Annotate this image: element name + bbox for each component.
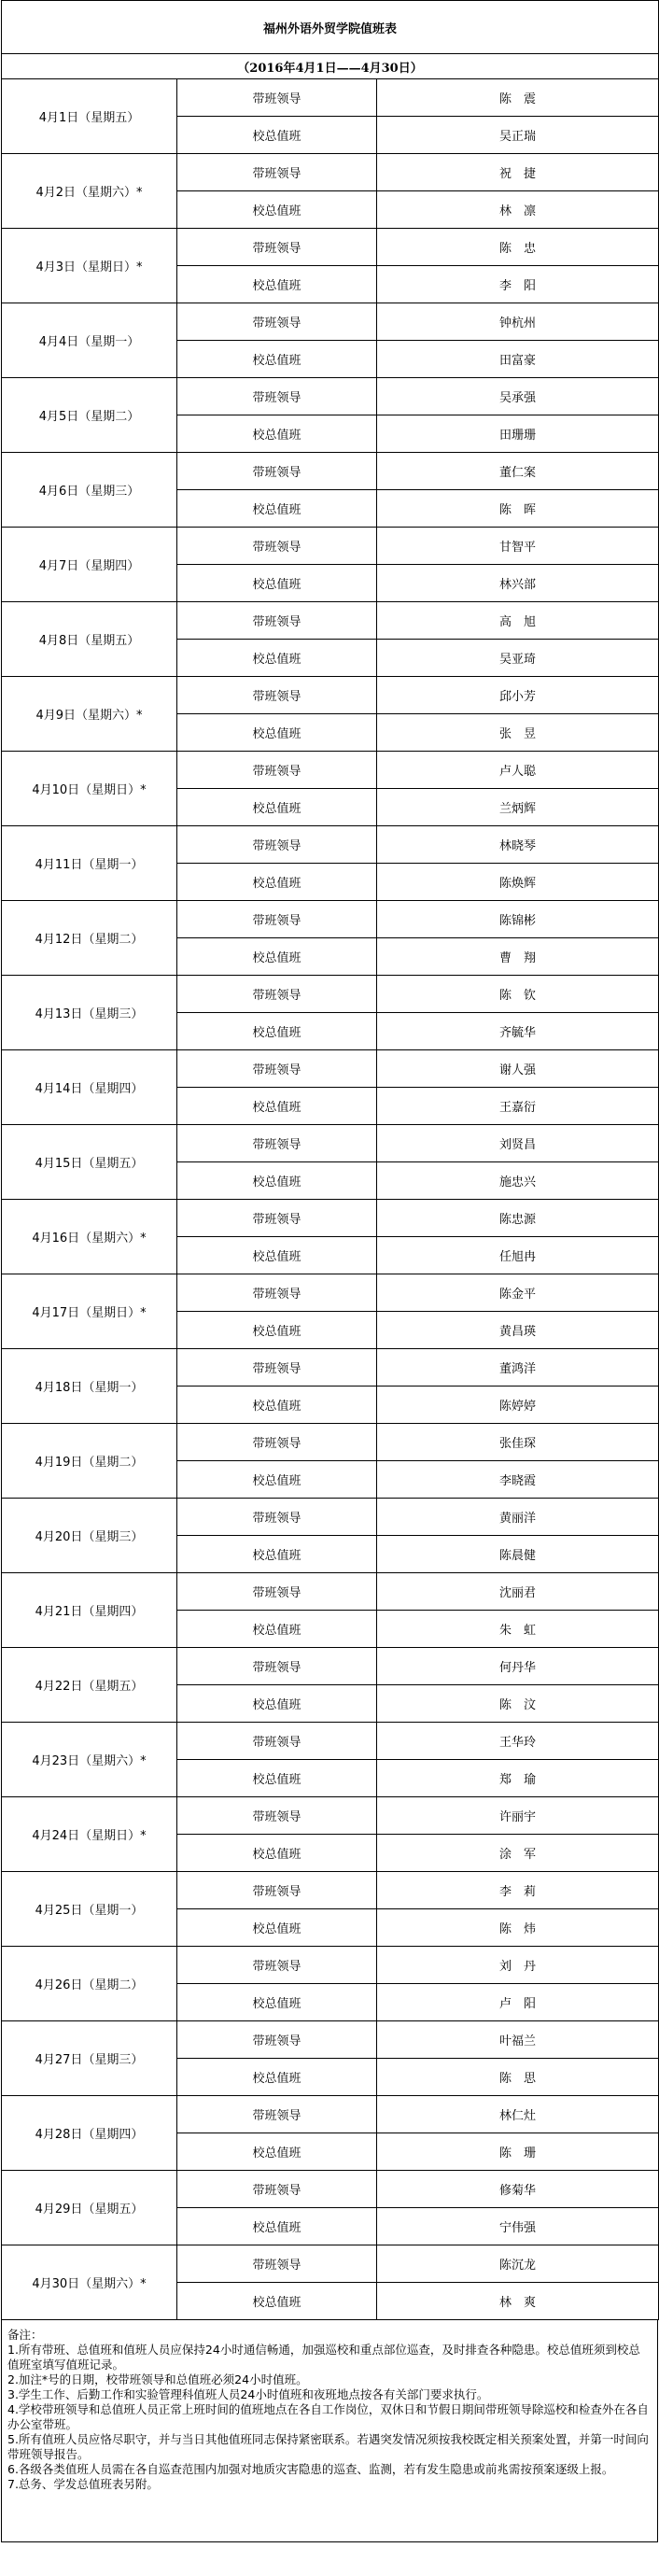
duty-name: 吴正瑞 (377, 117, 659, 154)
role-label-leader: 带班领导 (177, 1648, 377, 1685)
role-label-duty: 校总值班 (177, 640, 377, 677)
duty-name: 施忠兴 (377, 1162, 659, 1200)
role-label-duty: 校总值班 (177, 789, 377, 826)
notes-heading: 备注： (7, 2328, 43, 2342)
day-date: 4月3日（星期日）* (2, 229, 177, 303)
duty-name: 陈婷婷 (377, 1387, 659, 1424)
roster-day-row (2, 229, 659, 266)
roster-day-row (2, 2096, 659, 2133)
role-label-duty: 校总值班 (177, 266, 377, 303)
duty-name: 曹 翔 (377, 938, 659, 976)
role-label-leader: 带班领导 (177, 79, 377, 117)
role-label-duty: 校总值班 (177, 2283, 377, 2320)
leader-name: 刘贤昌 (377, 1125, 659, 1162)
role-label-duty: 校总值班 (177, 1312, 377, 1349)
day-date: 4月7日（星期四） (2, 528, 177, 602)
role-label-duty: 校总值班 (177, 565, 377, 602)
role-label-leader: 带班领导 (177, 378, 377, 415)
roster-day-row (2, 1424, 659, 1461)
duty-name: 兰炳辉 (377, 789, 659, 826)
role-label-leader: 带班领导 (177, 2096, 377, 2133)
duty-name: 宁伟强 (377, 2208, 659, 2245)
leader-name: 祝 捷 (377, 154, 659, 191)
roster-day-row (2, 602, 659, 640)
duty-name: 陈 汶 (377, 1685, 659, 1723)
roster-date-range: （2016年4月1日——4月30日） (2, 54, 659, 79)
day-date: 4月23日（星期六）* (2, 1723, 177, 1797)
roster-day-row (2, 378, 659, 415)
duty-name: 李 阳 (377, 266, 659, 303)
roster-day-row (2, 752, 659, 789)
roster-day-row (2, 1648, 659, 1685)
role-label-duty: 校总值班 (177, 1237, 377, 1274)
day-date: 4月2日（星期六）* (2, 154, 177, 229)
day-date: 4月24日（星期日）* (2, 1797, 177, 1872)
leader-name: 陈忠源 (377, 1200, 659, 1237)
duty-name: 齐毓华 (377, 1013, 659, 1050)
leader-name: 林仁灶 (377, 2096, 659, 2133)
role-label-leader: 带班领导 (177, 677, 377, 714)
leader-name: 董仁案 (377, 453, 659, 490)
roster-day-row (2, 826, 659, 864)
leader-name: 陈 震 (377, 79, 659, 117)
note-item: 4.学校带班领导和总值班人员正常上班时间的值班地点在各自工作岗位，双休日和节假日期间带班领导除巡校和检查外在各自办公室带班。 (7, 2402, 649, 2431)
day-date: 4月29日（星期五） (2, 2171, 177, 2245)
leader-name: 张佳琛 (377, 1424, 659, 1461)
role-label-leader: 带班领导 (177, 901, 377, 938)
role-label-duty: 校总值班 (177, 1461, 377, 1499)
note-item: 2.加注*号的日期，校带班领导和总值班必须24小时值班。 (7, 2372, 308, 2386)
day-date: 4月5日（星期二） (2, 378, 177, 453)
duty-name: 陈晨健 (377, 1536, 659, 1573)
duty-name: 林 凛 (377, 191, 659, 229)
role-label-duty: 校总值班 (177, 191, 377, 229)
role-label-leader: 带班领导 (177, 1349, 377, 1387)
duty-roster-table (1, 0, 659, 2320)
roster-day-row (2, 1947, 659, 1984)
leader-name: 王华玲 (377, 1723, 659, 1760)
duty-roster-page (1, 0, 658, 2542)
day-date: 4月14日（星期四） (2, 1050, 177, 1125)
role-label-leader: 带班领导 (177, 2245, 377, 2283)
duty-name: 陈 炜 (377, 1909, 659, 1947)
note-item: 1.所有带班、总值班和值班人员应保持24小时通信畅通，加强巡校和重点部位巡查，及时排查各种隐患。校总值班须到校总值班室填写值班记录。 (7, 2343, 640, 2372)
day-date: 4月4日（星期一） (2, 303, 177, 378)
role-label-duty: 校总值班 (177, 1760, 377, 1797)
duty-name: 林 爽 (377, 2283, 659, 2320)
role-label-leader: 带班领导 (177, 976, 377, 1013)
leader-name: 谢人强 (377, 1050, 659, 1088)
role-label-duty: 校总值班 (177, 490, 377, 528)
role-label-leader: 带班领导 (177, 1424, 377, 1461)
leader-name: 刘 丹 (377, 1947, 659, 1984)
roster-day-row (2, 1125, 659, 1162)
leader-name: 吴承强 (377, 378, 659, 415)
roster-day-row (2, 901, 659, 938)
role-label-duty: 校总值班 (177, 1909, 377, 1947)
role-label-duty: 校总值班 (177, 1088, 377, 1125)
roster-day-row (2, 677, 659, 714)
day-date: 4月22日（星期五） (2, 1648, 177, 1723)
roster-day-row (2, 453, 659, 490)
role-label-duty: 校总值班 (177, 714, 377, 752)
day-date: 4月1日（星期五） (2, 79, 177, 154)
day-date: 4月20日（星期三） (2, 1499, 177, 1573)
leader-name: 钟杭州 (377, 303, 659, 341)
duty-name: 田珊珊 (377, 415, 659, 453)
role-label-leader: 带班领导 (177, 303, 377, 341)
role-label-duty: 校总值班 (177, 1984, 377, 2021)
day-date: 4月19日（星期二） (2, 1424, 177, 1499)
leader-name: 甘智平 (377, 528, 659, 565)
day-date: 4月27日（星期三） (2, 2021, 177, 2096)
role-label-duty: 校总值班 (177, 2208, 377, 2245)
leader-name: 陈 忠 (377, 229, 659, 266)
note-item: 7.总务、学发总值班表另附。 (7, 2477, 159, 2491)
role-label-duty: 校总值班 (177, 341, 377, 378)
day-date: 4月28日（星期四） (2, 2096, 177, 2171)
duty-name: 李晓霞 (377, 1461, 659, 1499)
role-label-duty: 校总值班 (177, 117, 377, 154)
leader-name: 李 莉 (377, 1872, 659, 1909)
role-label-leader: 带班领导 (177, 1723, 377, 1760)
role-label-leader: 带班领导 (177, 1125, 377, 1162)
leader-name: 陈 钦 (377, 976, 659, 1013)
day-date: 4月12日（星期二） (2, 901, 177, 976)
roster-day-row (2, 1349, 659, 1387)
duty-name: 黄昌瑛 (377, 1312, 659, 1349)
role-label-leader: 带班领导 (177, 826, 377, 864)
role-label-duty: 校总值班 (177, 1536, 377, 1573)
roster-day-row (2, 1200, 659, 1237)
roster-day-row (2, 1274, 659, 1312)
role-label-duty: 校总值班 (177, 2133, 377, 2171)
roster-day-row (2, 1872, 659, 1909)
role-label-leader: 带班领导 (177, 1947, 377, 1984)
note-item: 3.学生工作、后勤工作和实验管理科值班人员24小时值班和夜班地点按各有关部门要求执行。 (7, 2387, 489, 2401)
role-label-duty: 校总值班 (177, 864, 377, 901)
roster-day-row (2, 2245, 659, 2283)
day-date: 4月18日（星期一） (2, 1349, 177, 1424)
day-date: 4月26日（星期二） (2, 1947, 177, 2021)
role-label-leader: 带班领导 (177, 2021, 377, 2059)
duty-name: 陈 珊 (377, 2133, 659, 2171)
duty-name: 张 昱 (377, 714, 659, 752)
duty-name: 朱 虹 (377, 1611, 659, 1648)
roster-day-row (2, 79, 659, 117)
leader-name: 董鸿洋 (377, 1349, 659, 1387)
role-label-duty: 校总值班 (177, 1162, 377, 1200)
leader-name: 叶福兰 (377, 2021, 659, 2059)
role-label-leader: 带班领导 (177, 1573, 377, 1611)
roster-day-row (2, 1797, 659, 1835)
role-label-duty: 校总值班 (177, 2059, 377, 2096)
roster-title: 福州外语外贸学院值班表 (2, 1, 659, 54)
roster-day-row (2, 1573, 659, 1611)
role-label-leader: 带班领导 (177, 154, 377, 191)
day-date: 4月6日（星期三） (2, 453, 177, 528)
day-date: 4月9日（星期六）* (2, 677, 177, 752)
leader-name: 卢人聪 (377, 752, 659, 789)
day-date: 4月16日（星期六）* (2, 1200, 177, 1274)
role-label-duty: 校总值班 (177, 1387, 377, 1424)
role-label-duty: 校总值班 (177, 1611, 377, 1648)
role-label-duty: 校总值班 (177, 938, 377, 976)
roster-day-row (2, 1723, 659, 1760)
role-label-leader: 带班领导 (177, 453, 377, 490)
roster-day-row (2, 2021, 659, 2059)
role-label-duty: 校总值班 (177, 1685, 377, 1723)
role-label-leader: 带班领导 (177, 229, 377, 266)
leader-name: 许丽宇 (377, 1797, 659, 1835)
leader-name: 黄丽洋 (377, 1499, 659, 1536)
duty-name: 林兴部 (377, 565, 659, 602)
roster-day-row (2, 154, 659, 191)
role-label-duty: 校总值班 (177, 1835, 377, 1872)
roster-day-row (2, 2171, 659, 2208)
leader-name: 高 旭 (377, 602, 659, 640)
duty-name: 王嘉衍 (377, 1088, 659, 1125)
duty-name: 涂 军 (377, 1835, 659, 1872)
roster-day-row (2, 303, 659, 341)
roster-day-row (2, 528, 659, 565)
leader-name: 邱小芳 (377, 677, 659, 714)
role-label-leader: 带班领导 (177, 1200, 377, 1237)
day-date: 4月25日（星期一） (2, 1872, 177, 1947)
role-label-leader: 带班领导 (177, 602, 377, 640)
duty-name: 陈焕辉 (377, 864, 659, 901)
leader-name: 陈沉龙 (377, 2245, 659, 2283)
duty-name: 任旭冉 (377, 1237, 659, 1274)
duty-name: 卢 阳 (377, 1984, 659, 2021)
day-date: 4月15日（星期五） (2, 1125, 177, 1200)
duty-name: 陈 晖 (377, 490, 659, 528)
role-label-duty: 校总值班 (177, 1013, 377, 1050)
leader-name: 林晓琴 (377, 826, 659, 864)
leader-name: 修菊华 (377, 2171, 659, 2208)
role-label-leader: 带班领导 (177, 1050, 377, 1088)
day-date: 4月8日（星期五） (2, 602, 177, 677)
day-date: 4月21日（星期四） (2, 1573, 177, 1648)
leader-name: 陈金平 (377, 1274, 659, 1312)
leader-name: 陈锦彬 (377, 901, 659, 938)
duty-name: 陈 思 (377, 2059, 659, 2096)
notes-section (1, 2320, 658, 2542)
leader-name: 沈丽君 (377, 1573, 659, 1611)
duty-name: 田富豪 (377, 341, 659, 378)
day-date: 4月30日（星期六）* (2, 2245, 177, 2320)
note-item: 6.各级各类值班人员需在各自巡查范围内加强对地质灾害隐患的巡查、监测，若有发生隐患或前兆需按预案逐级上报。 (7, 2462, 614, 2476)
role-label-leader: 带班领导 (177, 752, 377, 789)
day-date: 4月17日（星期日）* (2, 1274, 177, 1349)
roster-day-row (2, 976, 659, 1013)
role-label-duty: 校总值班 (177, 415, 377, 453)
role-label-leader: 带班领导 (177, 2171, 377, 2208)
duty-name: 郑 瑜 (377, 1760, 659, 1797)
leader-name: 何丹华 (377, 1648, 659, 1685)
role-label-leader: 带班领导 (177, 1274, 377, 1312)
role-label-leader: 带班领导 (177, 528, 377, 565)
roster-day-row (2, 1499, 659, 1536)
day-date: 4月10日（星期日）* (2, 752, 177, 826)
role-label-leader: 带班领导 (177, 1499, 377, 1536)
role-label-leader: 带班领导 (177, 1797, 377, 1835)
roster-day-row (2, 1050, 659, 1088)
day-date: 4月13日（星期三） (2, 976, 177, 1050)
role-label-leader: 带班领导 (177, 1872, 377, 1909)
duty-name: 吴亚琦 (377, 640, 659, 677)
day-date: 4月11日（星期一） (2, 826, 177, 901)
note-item: 5.所有值班人员应恪尽职守，并与当日其他值班同志保持紧密联系。若遇突发情况须按我校既定相关预案处置，并第一时间向带班领导报告。 (7, 2432, 649, 2461)
